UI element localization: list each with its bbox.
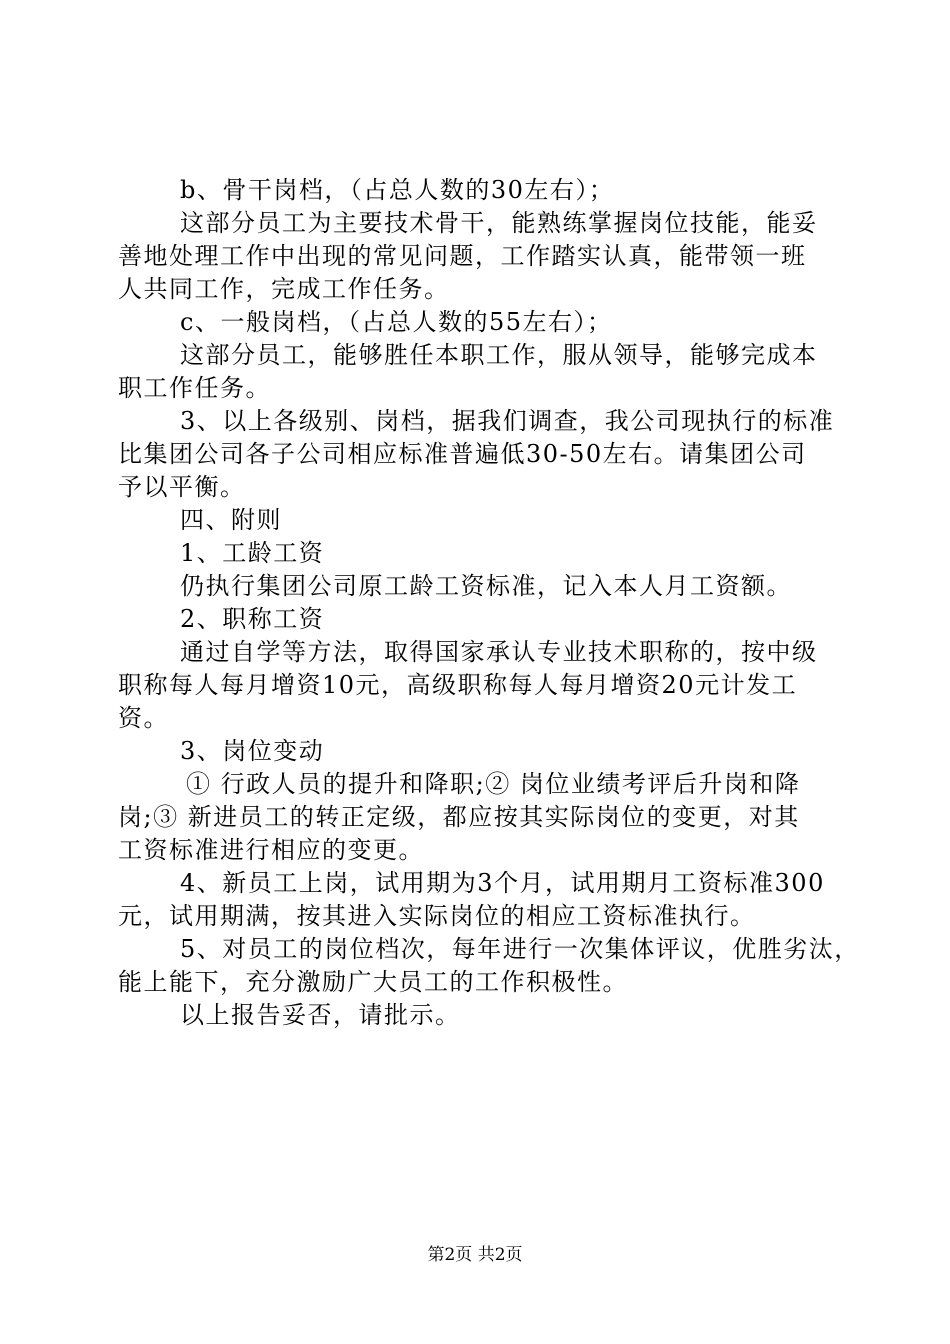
text-line: 职称每人每月增资10元，高级职称每人每月增资20元计发工 [118,671,798,699]
text-line: 仍执行集团公司原工龄工资标准，记入本人月工资额。 [180,572,792,600]
text-line: 工资标准进行相应的变更。 [118,836,424,864]
text-line: 岗;③ 新进员工的转正定级，都应按其实际岗位的变更，对其 [118,803,800,831]
text-line: 通过自学等方法，取得国家承认专业技术职称的，按中级 [180,638,818,666]
text-line: 职工作任务。 [118,374,271,402]
subsection-heading: 3、岗位变动 [180,737,325,765]
section-heading: 四、附则 [180,506,282,534]
text-line: 比集团公司各子公司相应标准普遍低30-50左右。请集团公司 [118,440,807,468]
subsection-heading: 2、职称工资 [180,605,325,633]
subsection-heading: 1、工龄工资 [180,539,325,567]
text-line: 元，试用期满，按其进入实际岗位的相应工资标准执行。 [118,902,756,930]
text-line: c、一般岗档，（占总人数的55左右）； [180,308,613,336]
text-line: b、骨干岗档，（占总人数的30左右）； [180,176,615,204]
page-number-footer: 第2页 共2页 [427,1245,523,1265]
text-line: 能上能下，充分激励广大员工的工作积极性。 [118,968,628,996]
text-line: 3、以上各级别、岗档，据我们调查，我公司现执行的标准 [180,407,835,435]
text-line: 予以平衡。 [118,473,246,501]
text-line: 这部分员工为主要技术骨干，能熟练掌握岗位技能，能妥 [180,209,818,237]
text-line: 以上报告妥否，请批示。 [180,1001,461,1029]
text-line: 这部分员工，能够胜任本职工作，服从领导，能够完成本 [180,341,818,369]
text-line: 善地处理工作中出现的常见问题，工作踏实认真，能带领一班 [118,242,807,270]
text-line: 5、对员工的岗位档次，每年进行一次集体评议，优胜劣汰， [180,935,860,963]
text-line: ① 行政人员的提升和降职;② 岗位业绩考评后升岗和降 [186,770,801,798]
text-line: 4、新员工上岗，试用期为3个月，试用期月工资标准300 [180,869,825,897]
text-line: 人共同工作，完成工作任务。 [118,275,450,303]
text-line: 资。 [118,704,169,732]
